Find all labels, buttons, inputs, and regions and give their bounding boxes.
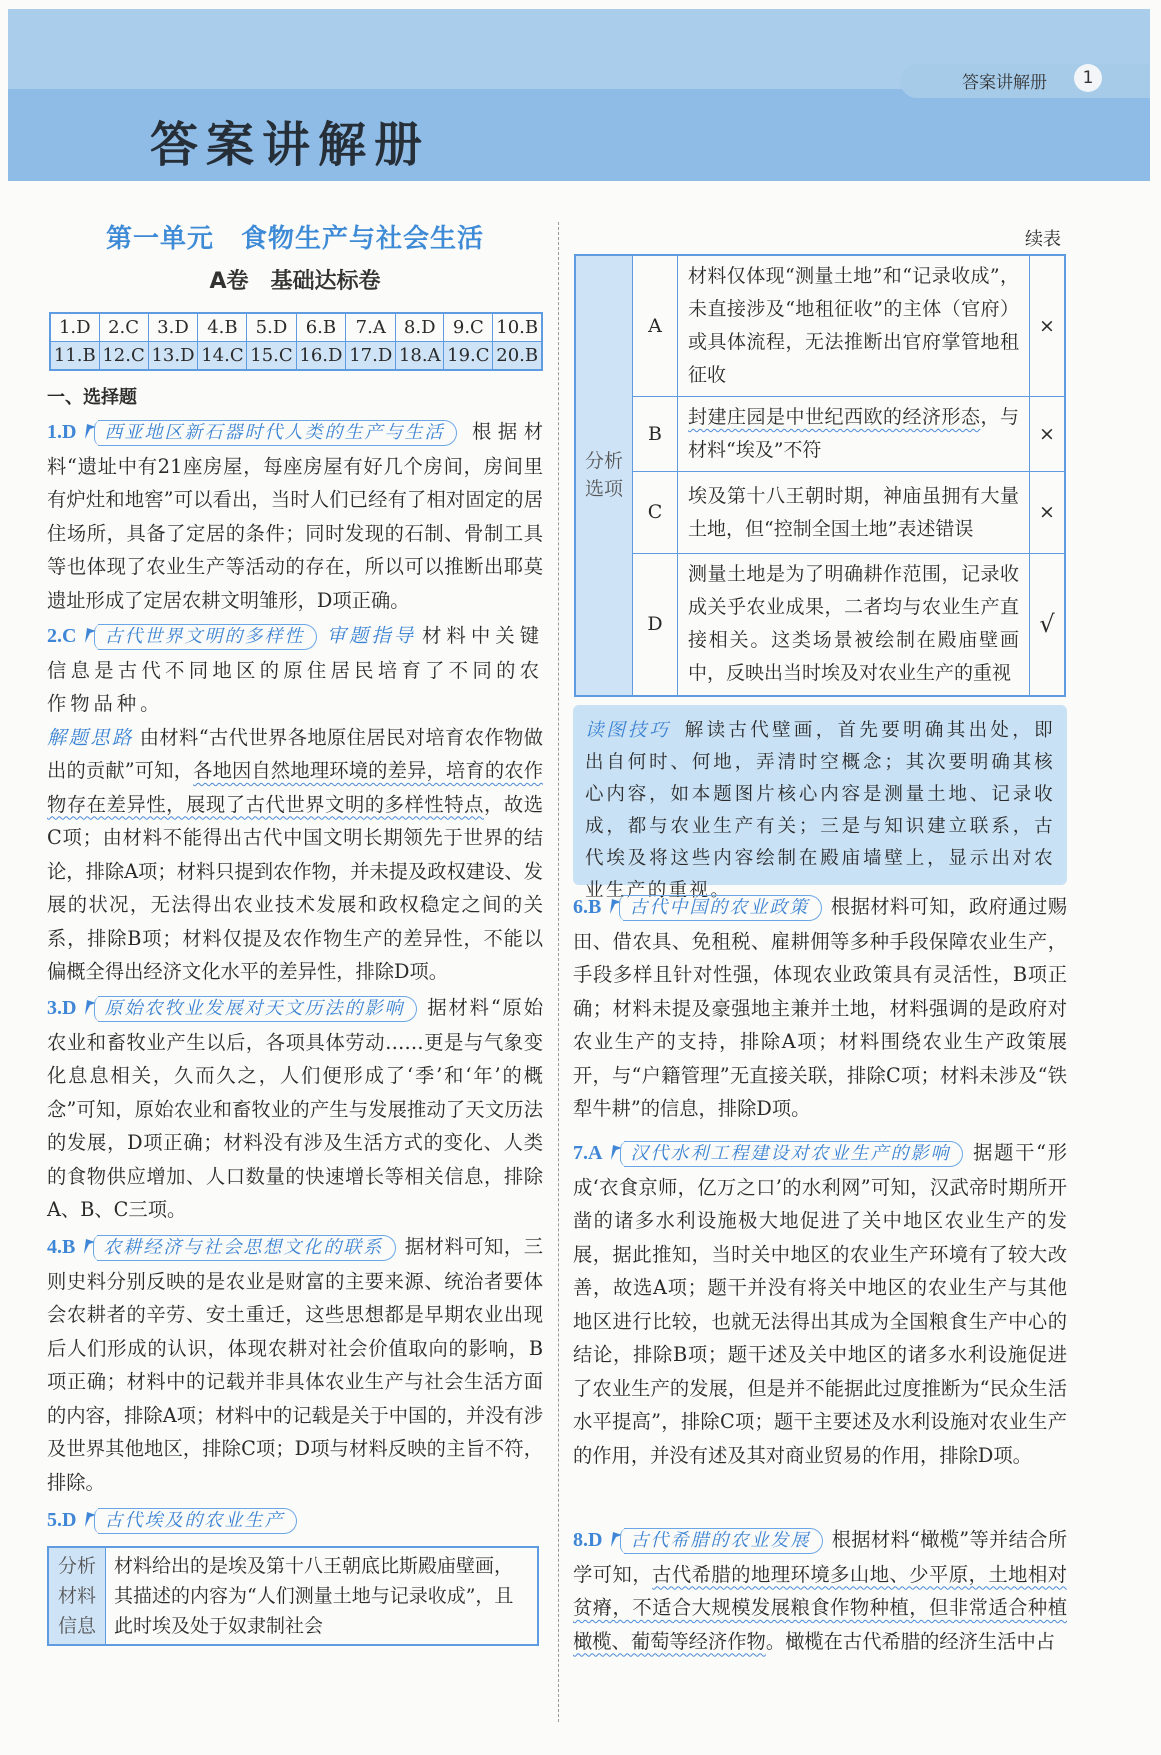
answer-5 [47,1503,543,1538]
answer-cell: 5.D [247,313,296,342]
answer-cell: 7.A [346,313,396,342]
section-heading: 一、选择题 [47,387,137,408]
answer-key-table [49,312,543,371]
answer-text: 据材料可知，三则史料分别反映的是农业是财富的主要来源、统治者要体会农耕者的辛劳、安土重迁，这些思想都是早期农业出现后人们形成的认识，体现农耕对社会价值取向的影响，B项正确；材料中的记载并非具体农业生产与社会生活方面的内容，排除A项；材料中的记载是关于中国的，并没有涉及世界其他地区，排除C项；D项与材料反映的主旨不符，排除。 [47,1235,543,1494]
wrong-mark: × [1030,397,1066,472]
answer-6 [573,890,1067,1126]
answer-cell: 17.D [346,342,396,371]
tip-label: 读图技巧 [585,720,671,741]
options-label: 分析选项 [575,255,633,696]
reading-tip-box [573,705,1067,901]
answer-1 [47,415,543,617]
page-number: 1 [1074,64,1102,92]
column-divider [558,222,559,1722]
page-title: 答案讲解册 [150,117,431,173]
topic-tag: 古代世界文明的多样性 [98,624,317,650]
running-header-label: 答案讲解册 [962,73,1047,93]
wrong-mark: × [1030,472,1066,554]
answer-cell: 9.C [444,313,493,342]
question-number: 5.D [47,1509,77,1531]
answer-cell: 6.B [296,313,346,342]
answer-row [50,342,542,371]
question-number: 2.C [47,625,77,647]
answer-text: 据题干“形成‘衣食京师，亿万之口’的水利网”可知，汉武帝时期所开凿的诸多水利设施极大地促进了关中地区农业生产的发展，据此推知，当时关中地区的农业生产环境有了较大改善，故选A项；题干并没有将关中地区的农业生产与其他地区进行比较，也就无法得出其成为全国粮食生产中心的结论，排除B项；题干述及关中地区的诸多水利设施促进了农业生产的发展，但是并不能据此过度推断为“民众生活水平提高”，排除C项；题干主要述及水利设施对农业生产的作用，并没有述及其对商业贸易的作用，排除D项。 [573,1141,1067,1467]
answer-row [50,313,542,342]
option-text: ，与材料“埃及”不符 [688,406,1019,461]
answer-2 [47,619,543,989]
answer-cell: 15.C [247,342,296,371]
answer-cell: 14.C [198,342,247,371]
volume-title: A卷 基础达标卷 [209,269,381,294]
answer-cell: 13.D [148,342,198,371]
topic-tag: 农耕经济与社会思想文化的联系 [97,1235,396,1261]
topic-tag: 古代埃及的农业生产 [98,1508,297,1534]
answer-text: 。橄榄在古代希腊的经济生活中占 [765,1629,1056,1653]
question-number: 8.D [573,1529,603,1551]
answer-cell: 8.D [396,313,444,342]
answer-3 [47,991,543,1227]
answer-cell: 3.D [148,313,198,342]
material-analysis-table [47,1546,539,1646]
option-row [575,397,1065,472]
option-analysis: 埃及第十八王朝时期，神庙虽拥有大量土地，但“控制全国土地”表述错误 [678,472,1030,554]
hint-label: 审题指导 [325,624,417,647]
answer-text: 根据材料“橄榄”等并结合所学可知， [573,1528,1067,1586]
topic-tag: 古代希腊的农业发展 [624,1528,823,1554]
option-analysis [678,397,1030,472]
option-analysis: 材料仅体现“测量土地”和“记录收成”，未直接涉及“地租征收”的主体（官府）或具体流程，无法推断出官府掌管地租征收 [678,255,1030,397]
topic-tag: 原始农牧业发展对天文历法的影响 [98,996,417,1022]
topic-tag: 古代中国的农业政策 [623,895,822,921]
option-row [575,554,1065,696]
answer-cell: 20.B [493,342,542,371]
hint-label: 解题思路 [47,725,134,749]
wrong-mark: × [1030,255,1066,397]
correct-mark: √ [1030,554,1066,696]
option-analysis-table [574,254,1066,697]
unit-title: 第一单元 食物生产与社会生活 [105,224,484,254]
option-letter: B [633,397,678,472]
answer-text: 由材料“古代世界各地原住居民对培育农作物做出的贡献”可知， [47,725,544,782]
question-number: 6.B [573,896,602,918]
answer-text: 根据材料可知，政府通过赐田、借农具、免租税、雇耕佣等多种手段保障农业生产，手段多样且针对性强，体现农业政策具有灵活性，B项正确；材料未提及豪强地主兼并土地，材料强调的是政府对农业生产的支持，排除A项；材料围绕农业生产政策展开，与“户籍管理”无直接关联，排除C项；材料未涉及“铁犁牛耕”的信息，排除D项。 [573,895,1067,1120]
topic-tag: 西亚地区新石器时代人类的生产与生活 [98,420,457,446]
question-number: 7.A [573,1142,603,1164]
continued-label: 续表 [1025,229,1061,250]
answer-cell: 19.C [444,342,493,371]
underlined-text: 各地因自然地理环境的差异，培育的农作物存在差异性，展现了古代世界文明的多样性特点 [47,759,543,816]
answer-cell: 18.A [396,342,444,371]
answer-text: 根据材料“遗址中有21座房屋，每座房屋有好几个房间，房间里有炉灶和地窖”可以看出，当时人们已经有了相对固定的居住场所，具备了定居的条件；同时发现的石制、骨制工具等也体现了农业生产等活动的存在，所以可以推断出耶莫遗址形成了定居农耕文明雏形，D项正确。 [47,420,543,612]
question-number: 1.D [47,421,77,443]
topic-tag: 汉代水利工程建设对农业生产的影响 [624,1141,963,1167]
answer-text: 据材料“原始农业和畜牧业产生以后，各项具体劳动……更是与气象变化息息相关，久而久之，人们便形成了‘季’和‘年’的概念”可知，原始农业和畜牧业的产生与发展推动了天文历法的发展，D项正确；材料没有涉及生活方式的变化、人类的食物供应增加、人口数量的快速增长等相关信息，排除A、B、C三项。 [47,996,543,1221]
question-number: 4.B [47,1236,76,1258]
option-row [575,255,1065,397]
material-label: 分析材料信息 [48,1547,106,1645]
answer-cell: 11.B [50,342,99,371]
underlined-text: 古代希腊的地理环境多山地、少平原，土地相对贫瘠，不适合大规模发展粮食作物种植，但非常适合种植橄榄、葡萄等经济作物 [573,1562,1068,1653]
option-letter: D [633,554,678,696]
answer-8 [573,1523,1067,1658]
option-letter: C [633,472,678,554]
material-text: 材料给出的是埃及第十八王朝底比斯殿庙壁画，其描述的内容为“人们测量土地与记录收成”，且此时埃及处于奴隶制社会 [106,1547,539,1645]
answer-text: 材料中关键信息是古代不同地区的原住居民培育了不同的农作物品种。 [47,624,544,715]
answer-cell: 10.B [493,313,542,342]
answer-cell: 2.C [99,313,148,342]
question-number: 3.D [47,997,77,1019]
option-row [575,472,1065,554]
answer-text: ，故选C项；由材料不能得出古代中国文明长期领先于世界的结论，排除A项；材料只提到农作物，并未提及政权建设、发展的状况，无法得出农业技术发展和政权稳定之间的关系，排除B项；材料仅提及农作物生产的差异性，不能以偏概全得出经济文化水平的差异性，排除D项。 [47,792,544,983]
option-analysis: 测量土地是为了明确耕作范围，记录收成关乎农业成果，二者均与农业生产直接相关。这类场景被绘制在殿庙壁画中，反映出当时埃及对农业生产的重视 [678,554,1030,696]
tip-text: 解读古代壁画，首先要明确其出处，即出自何时、何地，弄清时空概念；其次要明确其核心内容，如本题图片核心内容是测量土地、记录收成，都与农业生产有关；三是与知识建立联系，古代埃及将这些内容绘制在殿庙墙壁上，显示出对农业生产的重视。 [585,720,1055,901]
answer-cell: 1.D [50,313,99,342]
answer-cell: 12.C [99,342,148,371]
answer-4 [47,1230,543,1499]
option-letter: A [633,255,678,397]
answer-cell: 16.D [296,342,346,371]
answer-cell: 4.B [198,313,247,342]
underlined-text: 封建庄园是中世纪西欧的经济形态 [688,406,981,428]
answer-7 [573,1136,1067,1472]
